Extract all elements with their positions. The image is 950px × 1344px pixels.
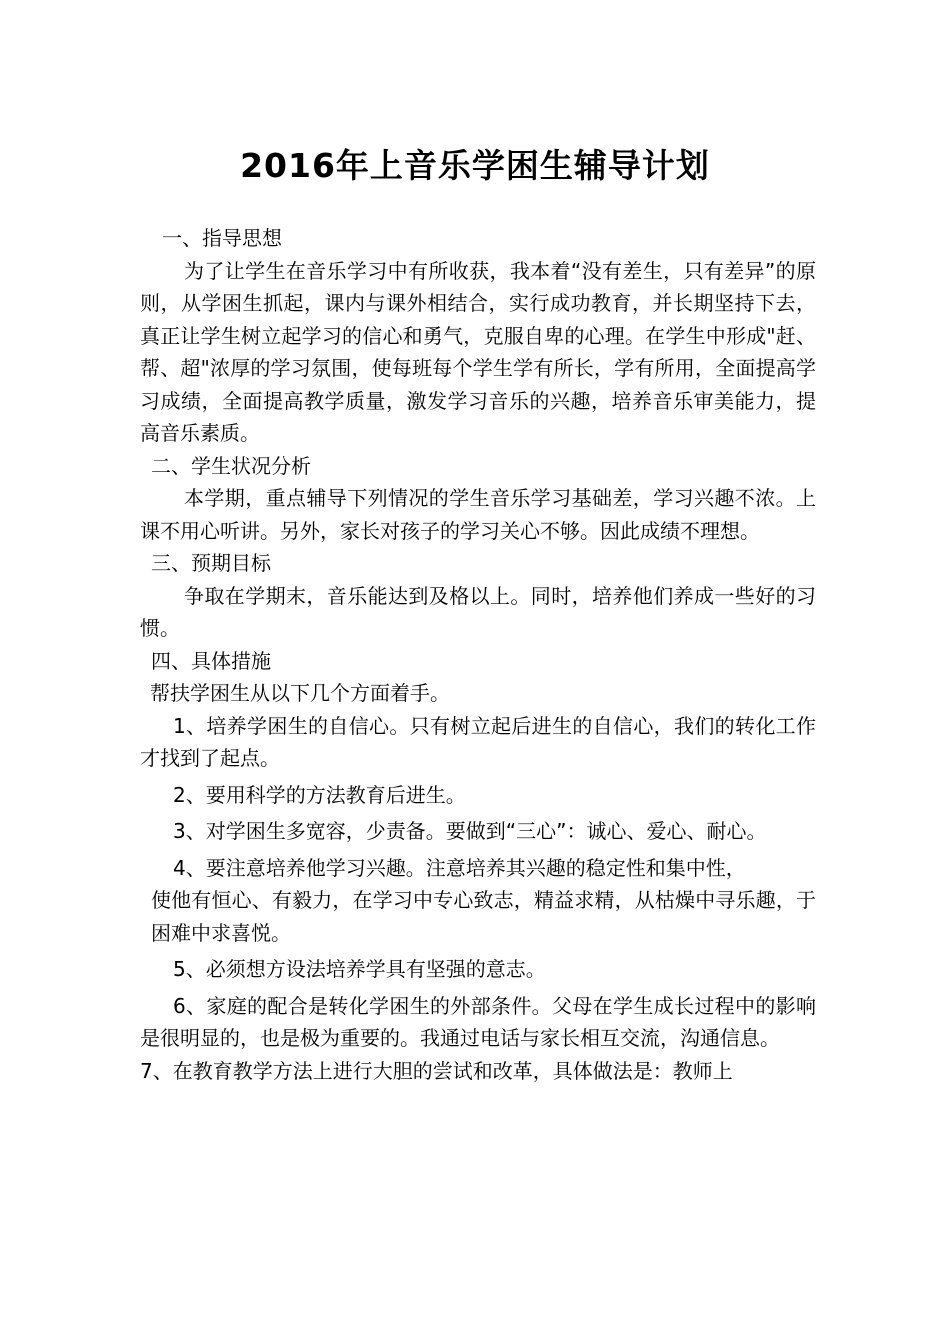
measure-item-4-line1: 4、要注意培养他学习兴趣。注意培养其兴趣的稳定性和集中性， xyxy=(173,855,746,880)
section-paragraph-guiding-thought: 为了让学生在音乐学习中有所收获，我本着“没有差生，只有差异”的原则，从学困生抓起，课内与课外相结合，实行成功教育，并长期坚持下去，真正让学生树立起学习的信心和勇气，克服自卑的心理。在学生中形成"赶、帮、超"浓厚的学习氛围，使每班每个学生学有所长，学有所用，全面提高学习成绩，全面提高教学质量，激发学习音乐的兴趣，培养音乐审美能力，提高音乐素质。 xyxy=(140,258,816,445)
section-paragraph-expected-goal: 争取在学期末，音乐能达到及格以上。同时，培养他们养成一些好的习惯。 xyxy=(140,583,816,640)
measure-item-4 xyxy=(140,852,816,950)
measure-item-1: 1、培养学困生的自信心。只有树立起后进生的自信心，我们的转化工作才找到了起点。 xyxy=(140,713,816,770)
section-heading-student-analysis: 二、学生状况分析 xyxy=(151,453,311,478)
section-heading-expected-goal: 三、预期目标 xyxy=(151,551,271,575)
measure-item-6: 6、家庭的配合是转化学困生的外部条件。父母在学生成长过程中的影响是很明显的，也是极为重要的。我通过电话与家长相互交流，沟通信息。 xyxy=(140,993,816,1050)
measure-item-5: 5、必须想方设法培养学具有坚强的意志。 xyxy=(173,957,546,981)
document-body xyxy=(140,222,816,1087)
measures-intro: 帮扶学困生从以下几个方面着手。 xyxy=(150,681,450,705)
measure-item-4-rest: 使他有恒心、有毅力，在学习中专心致志，精益求精，从枯燥中寻乐趣，于困难中求喜悦。 xyxy=(151,888,816,945)
document-title: 2016年上音乐学困生辅导计划 xyxy=(240,146,710,185)
section-heading-guiding-thought: 一、指导思想 xyxy=(162,226,282,250)
measure-item-3: 3、对学困生多宽容，少责备。要做到“三心”：诚心、爱心、耐心。 xyxy=(173,819,767,843)
section-heading-measures: 四、具体措施 xyxy=(151,648,271,673)
section-paragraph-student-analysis: 本学期，重点辅导下列情况的学生音乐学习基础差，学习兴趣不浓。上课不用心听讲。另外，家长对孩子的学习关心不够。因此成绩不理想。 xyxy=(140,486,816,543)
measure-item-2: 2、要用科学的方法教育后进生。 xyxy=(173,782,466,807)
measure-item-7: 7、在教育教学方法上进行大胆的尝试和改革，具体做法是：教师上 xyxy=(140,1058,733,1083)
